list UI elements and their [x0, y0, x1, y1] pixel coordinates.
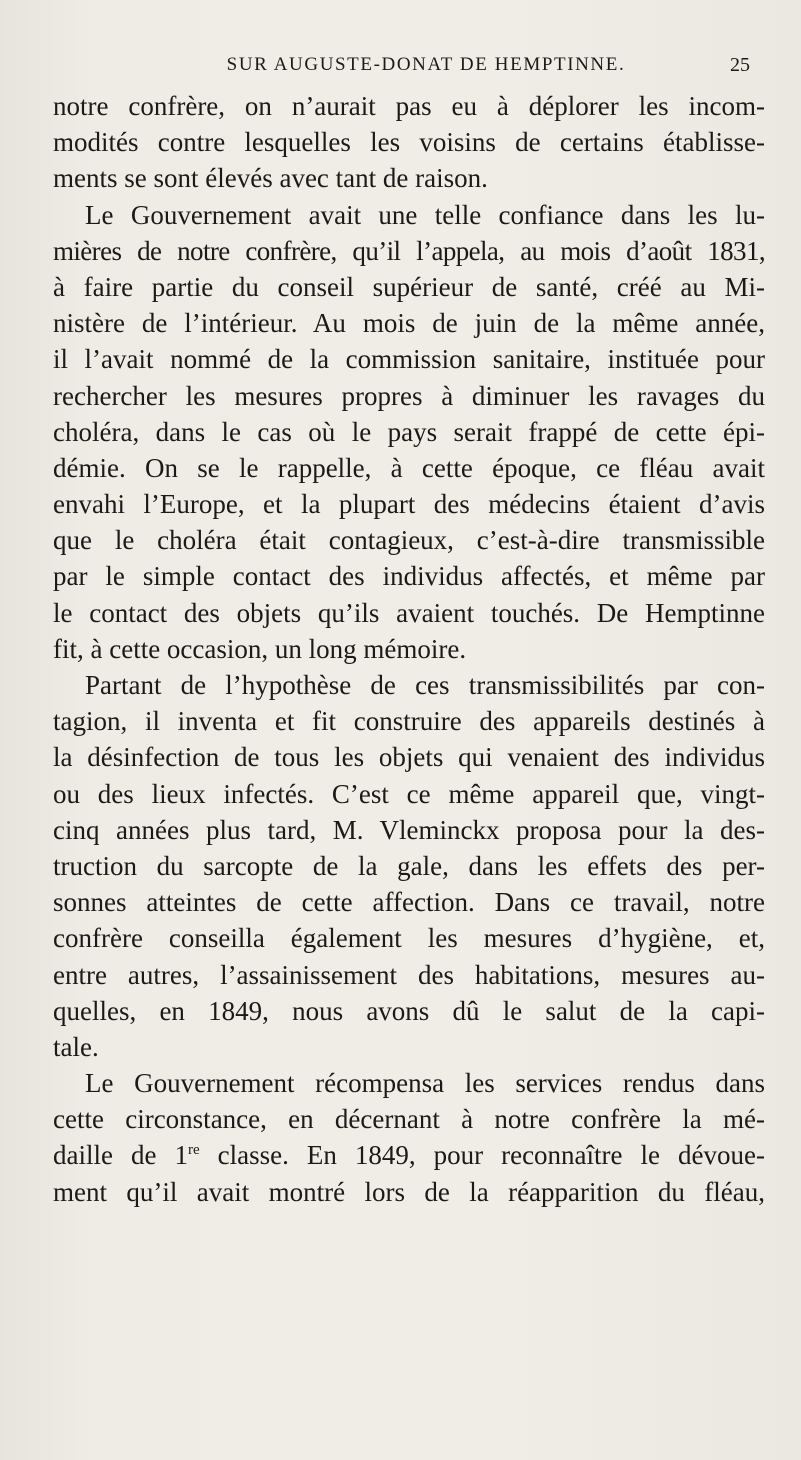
text-line: cette circonstance, en décernant à notre confrère la mé-: [53, 1104, 765, 1135]
text-line: confrère conseilla également les mesures d’hygiène, et,: [53, 923, 765, 954]
text-line: Partant de l’hypothèse de ces transmissibilités par con-: [85, 670, 765, 700]
text-line: choléra, dans le cas où le pays serait frappé de cette épi-: [53, 416, 765, 447]
text-line: mières de notre confrère, qu’il l’appela, au mois d’août 1831,: [53, 235, 765, 266]
text-line: modités contre lesquelles les voisins de certains établisse-: [53, 127, 765, 158]
text-line: tale.: [53, 1031, 99, 1062]
text-line: ments se sont élevés avec tant de raison.: [53, 163, 488, 194]
text-line: cinq années plus tard, M. Vleminckx proposa pour la des-: [53, 814, 765, 845]
text-line: entre autres, l’assainissement des habitations, mesures au-: [53, 959, 765, 990]
text-line: envahi l’Europe, et la plupart des médecins étaient d’avis: [53, 489, 765, 520]
running-head: [162, 50, 750, 80]
text-line: à faire partie du conseil supérieur de santé, créé au Mi-: [53, 271, 765, 302]
text-line: par le simple contact des individus affectés, et même par: [53, 561, 765, 592]
text-line: le contact des objets qu’ils avaient touchés. De Hemptinne: [53, 597, 765, 628]
text-line: fit, à cette occasion, un long mémoire.: [53, 633, 467, 664]
text-line: ou des lieux infectés. C’est ce même appareil que, vingt-: [53, 778, 765, 809]
running-title: SUR AUGUSTE-DONAT DE HEMPTINNE.: [226, 54, 626, 75]
text-line: il l’avait nommé de la commission sanitaire, instituée pour: [53, 344, 765, 375]
text-line: ment qu’il avait montré lors de la réapparition du fléau,: [53, 1176, 765, 1207]
text-line: tagion, il inventa et fit construire des appareils destinés à: [53, 706, 765, 737]
text-line: quelles, en 1849, nous avons dû le salut de la capi-: [53, 995, 765, 1026]
text-line: truction du sarcopte de la gale, dans les effets des per-: [53, 850, 765, 881]
text-line: la désinfection de tous les objets qui venaient des individus: [53, 742, 765, 773]
text-line: nistère de l’intérieur. Au mois de juin de la même année,: [53, 308, 765, 339]
text-line: notre confrère, on n’aurait pas eu à déplorer les incom-: [53, 91, 765, 121]
text-line: Le Gouvernement récompensa les services rendus dans: [85, 1068, 765, 1099]
text-line: rechercher les mesures propres à diminuer les ravages du: [53, 380, 765, 411]
text-segment: daille de 1: [53, 1140, 188, 1171]
text-line: [53, 1137, 765, 1173]
text-line: que le choléra était contagieux, c’est-à-dire transmissible: [53, 525, 765, 556]
text-segment: classe. En 1849, pour reconnaître le dévoue-: [199, 1140, 765, 1171]
text-line: démie. On se le rappelle, à cette époque, ce fléau avait: [53, 452, 765, 483]
page-number: 25: [730, 54, 750, 76]
text-line: sonnes atteintes de cette affection. Dans ce travail, notre: [53, 887, 765, 918]
text-line: Le Gouvernement avait une telle confiance dans les lu-: [85, 199, 765, 230]
ordinal-superscript: re: [187, 1142, 200, 1159]
body-text: [53, 88, 765, 1210]
